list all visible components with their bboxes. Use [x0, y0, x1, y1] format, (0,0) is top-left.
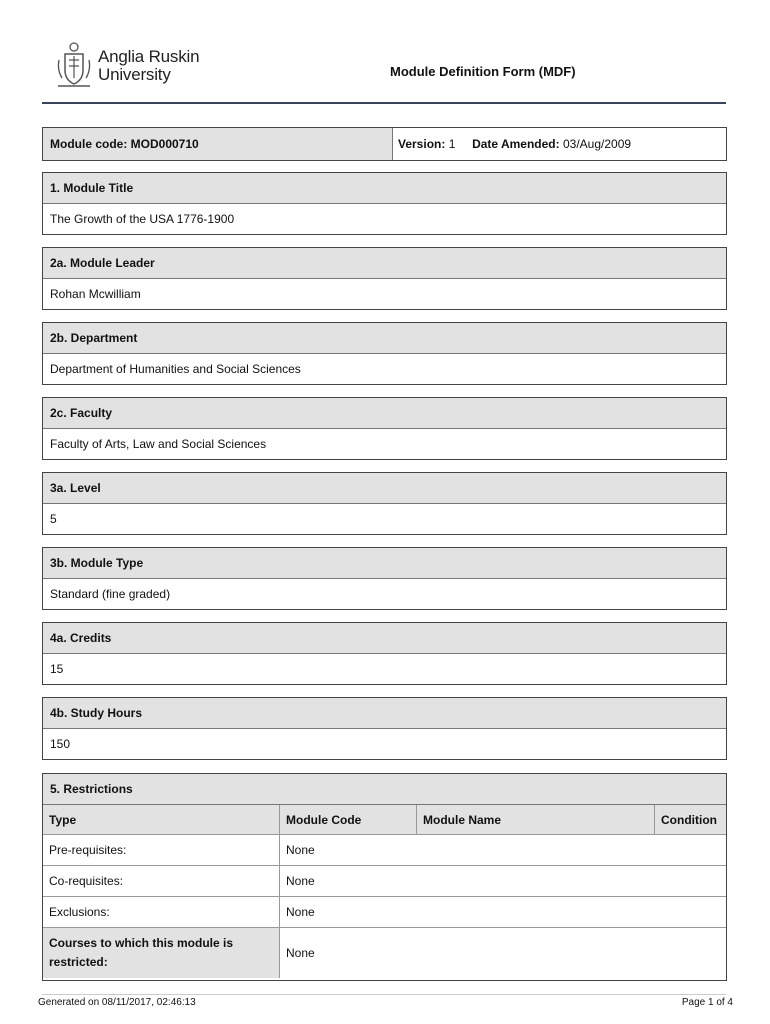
restriction-type: Exclusions:: [43, 897, 280, 928]
restriction-type: Pre-requisites:: [43, 835, 280, 866]
version-value: 1: [448, 137, 456, 151]
section-value: 15: [50, 662, 64, 676]
section-value: 5: [50, 512, 57, 526]
date-amended-value: 03/Aug/2009: [562, 137, 632, 151]
column-header-module-name: Module Name: [417, 805, 655, 835]
section-heading: 2b. Department: [43, 323, 726, 354]
section-faculty: [42, 397, 727, 460]
column-header-type: Type: [43, 805, 280, 835]
restriction-type: Courses to which this module is restricted:: [43, 928, 280, 978]
section-heading: 2c. Faculty: [43, 398, 726, 429]
section-heading: 5. Restrictions: [43, 774, 726, 805]
footer-divider: [42, 994, 726, 995]
section-value: Faculty of Arts, Law and Social Sciences: [50, 437, 267, 451]
section-heading: 3b. Module Type: [43, 548, 726, 579]
section-heading: 4b. Study Hours: [43, 698, 726, 729]
page-number: Page 1 of 4: [681, 997, 733, 1008]
section-value: Department of Humanities and Social Sciences: [50, 362, 301, 376]
university-name: [98, 48, 199, 84]
section-level: [42, 472, 727, 535]
version-label: Version:: [398, 137, 446, 151]
restriction-value: None: [286, 946, 315, 960]
section-value: Rohan Mcwilliam: [50, 287, 141, 301]
date-amended-label: Date Amended:: [472, 137, 560, 151]
module-code-bar: [42, 127, 727, 161]
section-module-title: [42, 172, 727, 235]
section-restrictions: [42, 773, 727, 981]
section-value: 150: [50, 737, 71, 751]
university-name-line1: Anglia Ruskin: [98, 47, 200, 66]
form-title: Module Definition Form (MDF): [390, 64, 576, 79]
section-heading: 1. Module Title: [43, 173, 726, 204]
restriction-type: Co-requisites:: [43, 866, 280, 897]
restriction-value: None: [280, 897, 726, 928]
restriction-value: None: [280, 866, 726, 897]
section-heading: 3a. Level: [43, 473, 726, 504]
section-value: Standard (fine graded): [50, 587, 171, 601]
restriction-value: None: [280, 835, 726, 866]
section-value: The Growth of the USA 1776-1900: [50, 212, 235, 226]
header-divider: [42, 102, 726, 104]
section-department: [42, 322, 727, 385]
university-logo: [56, 40, 236, 90]
module-code: Module code: MOD000710: [43, 128, 393, 160]
column-header-module-code: Module Code: [280, 805, 417, 835]
column-header-condition: Condition: [655, 805, 726, 835]
crest-icon: [56, 40, 92, 88]
restrictions-table: [43, 805, 726, 978]
section-module-type: [42, 547, 727, 610]
section-heading: 2a. Module Leader: [43, 248, 726, 279]
section-credits: [42, 622, 727, 685]
university-name-line2: University: [98, 65, 171, 84]
generated-timestamp: Generated on 08/11/2017, 02:46:13: [38, 997, 196, 1008]
section-heading: 4a. Credits: [43, 623, 726, 654]
version-info: [393, 128, 726, 160]
section-study-hours: [42, 697, 727, 760]
section-module-leader: [42, 247, 727, 310]
